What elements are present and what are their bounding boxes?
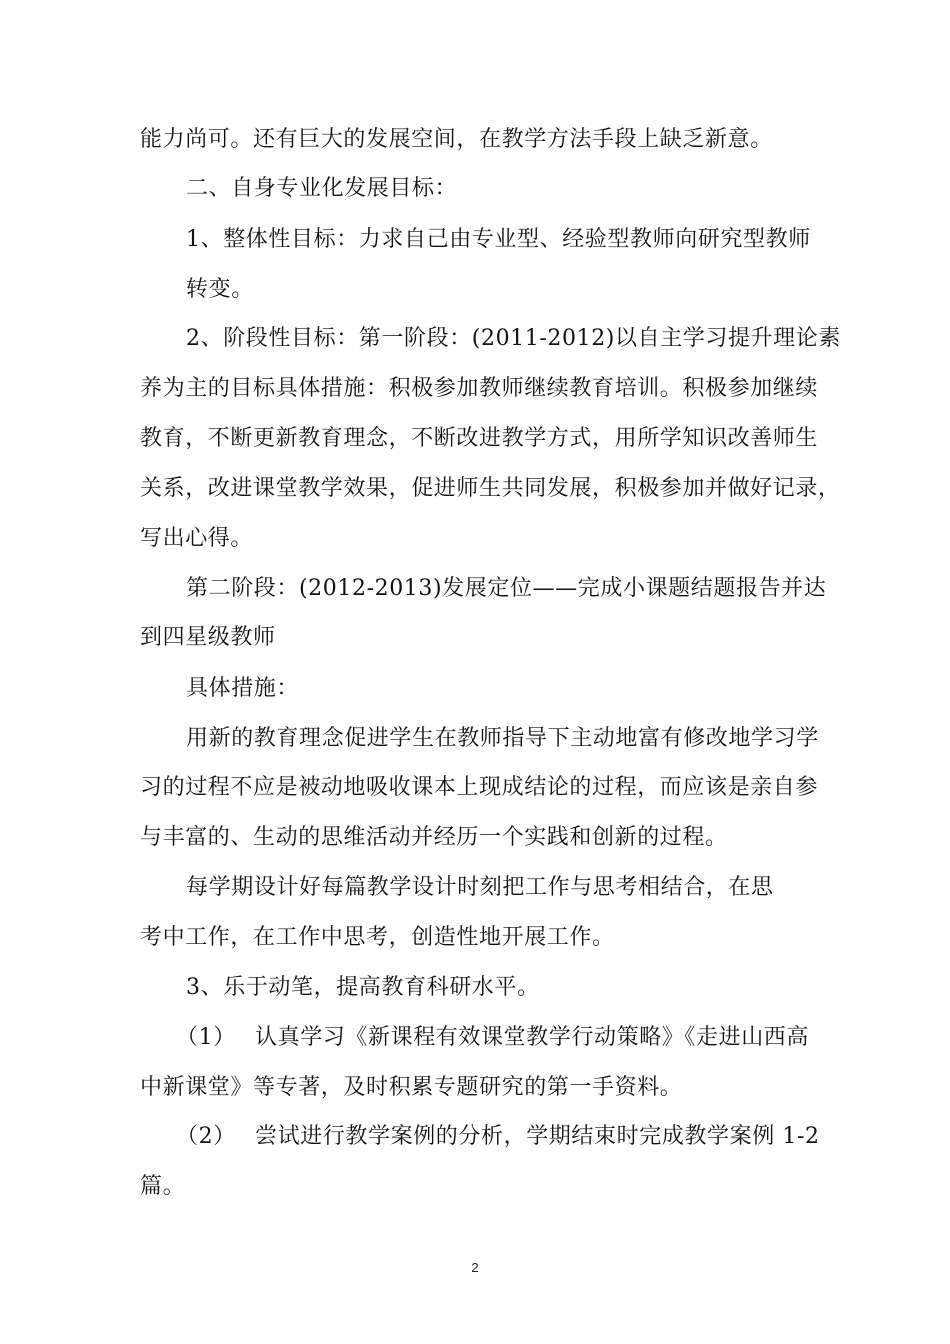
text-line: 篇。	[140, 1174, 186, 1199]
text-line: 1、整体性目标：力求自己由专业型、经验型教师向研究型教师	[186, 227, 811, 252]
text-line: 写出心得。	[140, 526, 254, 551]
section-heading: 二、自身专业化发展目标：	[186, 176, 458, 201]
text-line: 关系，改进课堂教学效果，促进师生共同发展，积极参加并做好记录，	[140, 476, 841, 501]
text-line: 到四星级教师	[140, 625, 276, 650]
text-line: 养为主的目标具体措施：积极参加教师继续教育培训。积极参加继续	[140, 376, 819, 401]
text-line: 教育，不断更新教育理念，不断改进教学方式，用所学知识改善师生	[140, 426, 819, 451]
text-line: （1） 认真学习《新课程有效课堂教学行动策略》《走进山西高	[176, 1025, 809, 1050]
text-line: 用新的教育理念促进学生在教师指导下主动地富有修改地学习学	[186, 726, 819, 751]
text-line: 习的过程不应是被动地吸收课本上现成结论的过程，而应该是亲自参	[140, 775, 819, 800]
text-line: （2） 尝试进行教学案例的分析，学期结束时完成教学案例 1-2	[176, 1124, 820, 1149]
text-line: 与丰富的、生动的思维活动并经历一个实践和创新的过程。	[140, 825, 728, 850]
text-line: 第二阶段：(2012-2013)发展定位——完成小课题结题报告并达	[186, 576, 827, 601]
text-line: 考中工作，在工作中思考，创造性地开展工作。	[140, 925, 615, 950]
text-line: 3、乐于动笔，提高教育科研水平。	[186, 975, 540, 1000]
text-line: 转变。	[186, 277, 254, 302]
text-line: 能力尚可。还有巨大的发展空间，在教学方法手段上缺乏新意。	[140, 127, 773, 152]
text-line: 具体措施：	[186, 676, 300, 701]
text-line: 2、阶段性目标：第一阶段：(2011-2012)以自主学习提升理论素	[186, 326, 841, 351]
text-line: 中新课堂》等专著，及时积累专题研究的第一手资料。	[140, 1075, 683, 1100]
text-line: 每学期设计好每篇教学设计时刻把工作与思考相结合，在思	[186, 875, 774, 900]
page-number: 2	[471, 1260, 479, 1275]
